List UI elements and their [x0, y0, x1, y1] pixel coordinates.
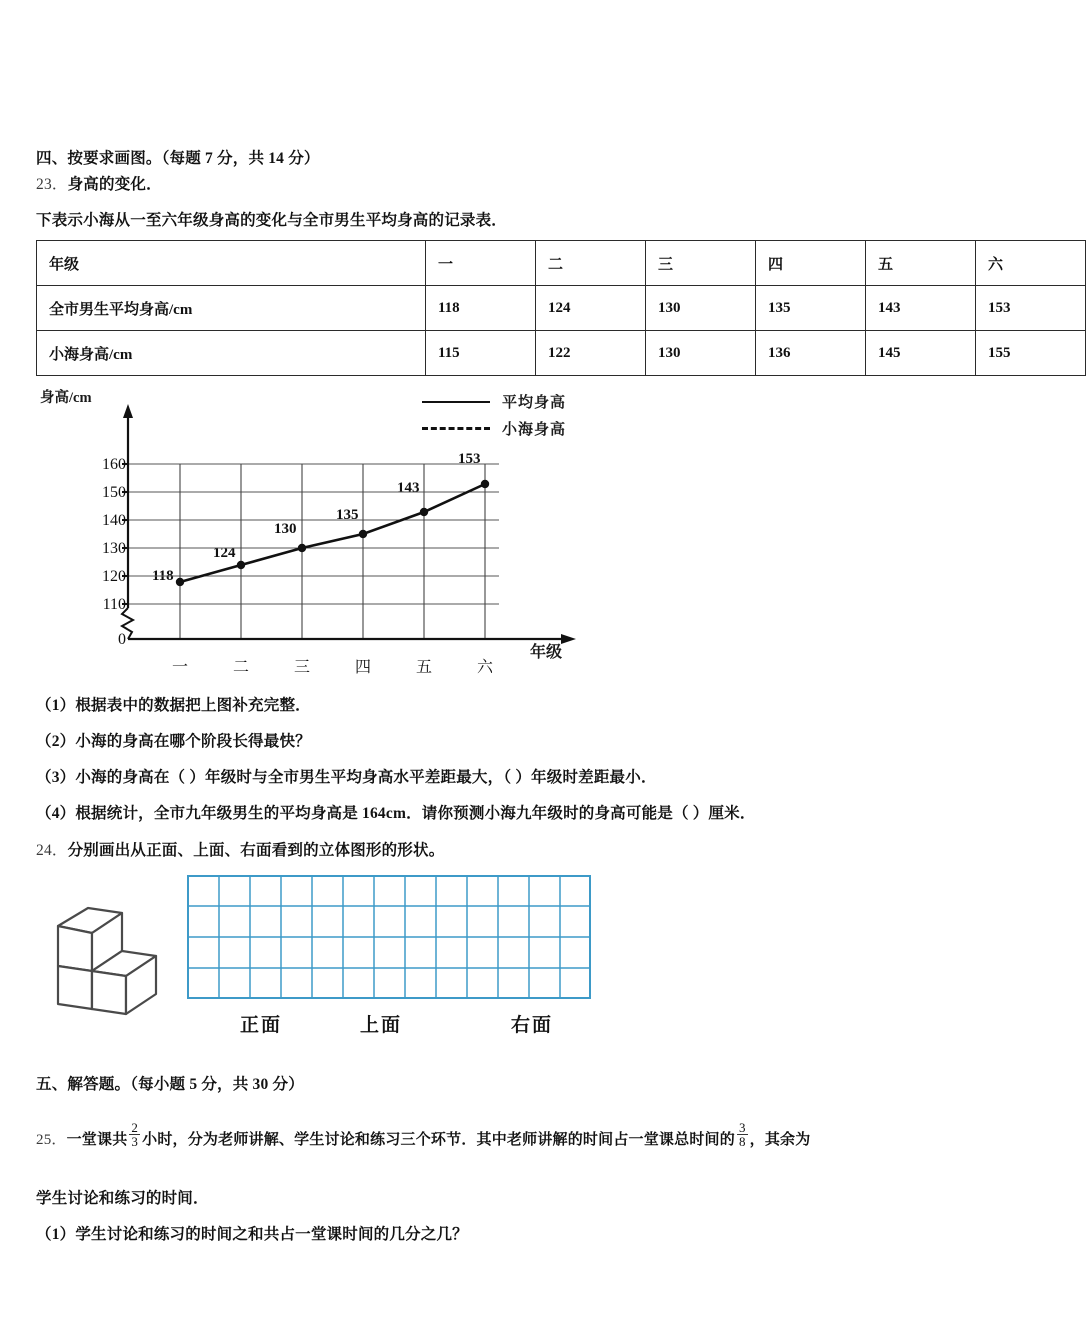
chart-ytick-140: 140 — [102, 512, 126, 529]
chart-y-axis-label: 身高/cm — [40, 390, 92, 406]
question-24-header — [36, 838, 444, 860]
table-header-grade-5: 五 — [866, 241, 976, 286]
table-cell-xiaohai-1: 115 — [426, 331, 536, 376]
chart-point-label-6: 153 — [458, 451, 481, 467]
chart-y-axis-arrow — [123, 404, 133, 418]
table-cell-xiaohai-6: 155 — [976, 331, 1086, 376]
height-line-chart — [36, 386, 636, 681]
question-23-intro: 下表示小海从一至六年级身高的变化与全市男生平均身高的记录表． — [36, 212, 508, 229]
chart-series-average-line — [180, 484, 485, 582]
question-25-text-b: 小时，分为老师讲解、学生讨论和练习三个环节．其中老师讲解的时间占一堂课总时间的 — [142, 1132, 735, 1149]
table-header-grade: 年级 — [37, 241, 426, 286]
table-row-header — [37, 241, 1086, 286]
question-25-line2: 学生讨论和练习的时间． — [36, 1190, 209, 1207]
table-row-xiaohai — [37, 331, 1086, 376]
chart-xtick-3: 三 — [293, 659, 310, 676]
question-25-sub-1: （1）学生讨论和练习的时间之和共占一堂课时间的几分之几？ — [36, 1226, 468, 1243]
section-5-heading: 五、解答题。（每小题 5 分，共 30 分） — [36, 1076, 304, 1093]
drawing-grid — [187, 875, 591, 999]
chart-point-label-3: 130 — [274, 521, 297, 537]
chart-point-label-2: 124 — [213, 545, 236, 561]
chart-xtick-6: 六 — [476, 659, 493, 676]
table-header-grade-3: 三 — [646, 241, 756, 286]
fraction-denominator-1: 3 — [131, 1134, 139, 1150]
chart-ytick-0: 0 — [118, 631, 126, 648]
fraction-numerator-2: 3 — [738, 1119, 746, 1135]
table-header-grade-4: 四 — [756, 241, 866, 286]
question-23-sub-1: （1）根据表中的数据把上图补充完整． — [36, 697, 311, 714]
table-cell-city-5: 143 — [866, 286, 976, 331]
question-24-number: 24． — [36, 842, 68, 859]
table-cell-city-3: 130 — [646, 286, 756, 331]
table-header-grade-6: 六 — [976, 241, 1086, 286]
table-header-grade-1: 一 — [426, 241, 536, 286]
chart-point-label-4: 135 — [336, 507, 359, 523]
table-cell-city-2: 124 — [536, 286, 646, 331]
table-label-xiaohai: 小海身高/cm — [37, 331, 426, 376]
face-label-right: 右面 — [511, 1015, 554, 1036]
face-label-front: 正面 — [240, 1015, 283, 1036]
question-23-sub-3: （3）小海的身高在（ ）年级时与全市男生平均身高水平差距最大，（ ）年级时差距最小． — [36, 769, 657, 786]
question-23-title: 身高的变化． — [67, 176, 162, 193]
table-cell-city-4: 135 — [756, 286, 866, 331]
fraction-two-thirds — [129, 1121, 140, 1149]
chart-xtick-2: 二 — [232, 659, 249, 676]
chart-point-label-1: 118 — [152, 568, 174, 584]
chart-ytick-150: 150 — [102, 484, 126, 501]
table-label-city-average: 全市男生平均身高/cm — [37, 286, 426, 331]
question-25-line1 — [36, 1119, 811, 1152]
chart-ytick-120: 120 — [102, 568, 126, 585]
question-25-text-a: 一堂课共 — [66, 1132, 128, 1149]
legend-label-average: 平均身高 — [502, 395, 567, 411]
drawing-grid-svg — [187, 875, 591, 999]
legend-label-xiaohai: 小海身高 — [502, 422, 567, 438]
chart-point-label-5: 143 — [397, 480, 420, 496]
chart-ytick-160: 160 — [102, 456, 126, 473]
question-25-number: 25． — [36, 1132, 67, 1149]
question-23-header — [36, 172, 162, 194]
fraction-three-eighths — [737, 1121, 748, 1149]
question-24-title: 分别画出从正面、上面、右面看到的立体图形的形状。 — [67, 842, 445, 859]
chart-ytick-110: 110 — [102, 596, 126, 613]
table-header-grade-2: 二 — [536, 241, 646, 286]
chart-xtick-1: 一 — [171, 659, 188, 676]
chart-x-axis-label: 年级 — [530, 644, 563, 661]
chart-axis-break-icon — [122, 608, 133, 639]
question-23-number: 23． — [36, 176, 68, 193]
fraction-denominator-2: 8 — [738, 1134, 746, 1150]
table-cell-xiaohai-3: 130 — [646, 331, 756, 376]
fraction-numerator-1: 2 — [131, 1119, 139, 1135]
chart-x-axis-arrow — [561, 634, 576, 644]
question-25-text-c: ，其余为 — [749, 1132, 811, 1149]
chart-xtick-4: 四 — [354, 659, 371, 676]
table-cell-xiaohai-4: 136 — [756, 331, 866, 376]
chart-gridlines-vertical — [180, 464, 485, 639]
face-label-top: 上面 — [360, 1015, 403, 1036]
solid-figure-cubes-icon — [44, 893, 174, 1018]
table-cell-xiaohai-5: 145 — [866, 331, 976, 376]
height-record-table — [36, 240, 1086, 376]
question-23-sub-2: （2）小海的身高在哪个阶段长得最快？ — [36, 733, 311, 750]
section-4-heading: 四、按要求画图。（每题 7 分，共 14 分） — [36, 150, 320, 167]
chart-plot-svg — [36, 386, 636, 681]
table-cell-city-6: 153 — [976, 286, 1086, 331]
table-cell-xiaohai-2: 122 — [536, 331, 646, 376]
chart-xtick-5: 五 — [415, 659, 432, 676]
table-cell-city-1: 118 — [426, 286, 536, 331]
chart-ytick-130: 130 — [102, 540, 126, 557]
question-23-sub-4: （4）根据统计，全市九年级男生的平均身高是 164cm．请你预测小海九年级时的身高可能是（ ）厘米． — [36, 805, 756, 822]
table-row-city-average — [37, 286, 1086, 331]
